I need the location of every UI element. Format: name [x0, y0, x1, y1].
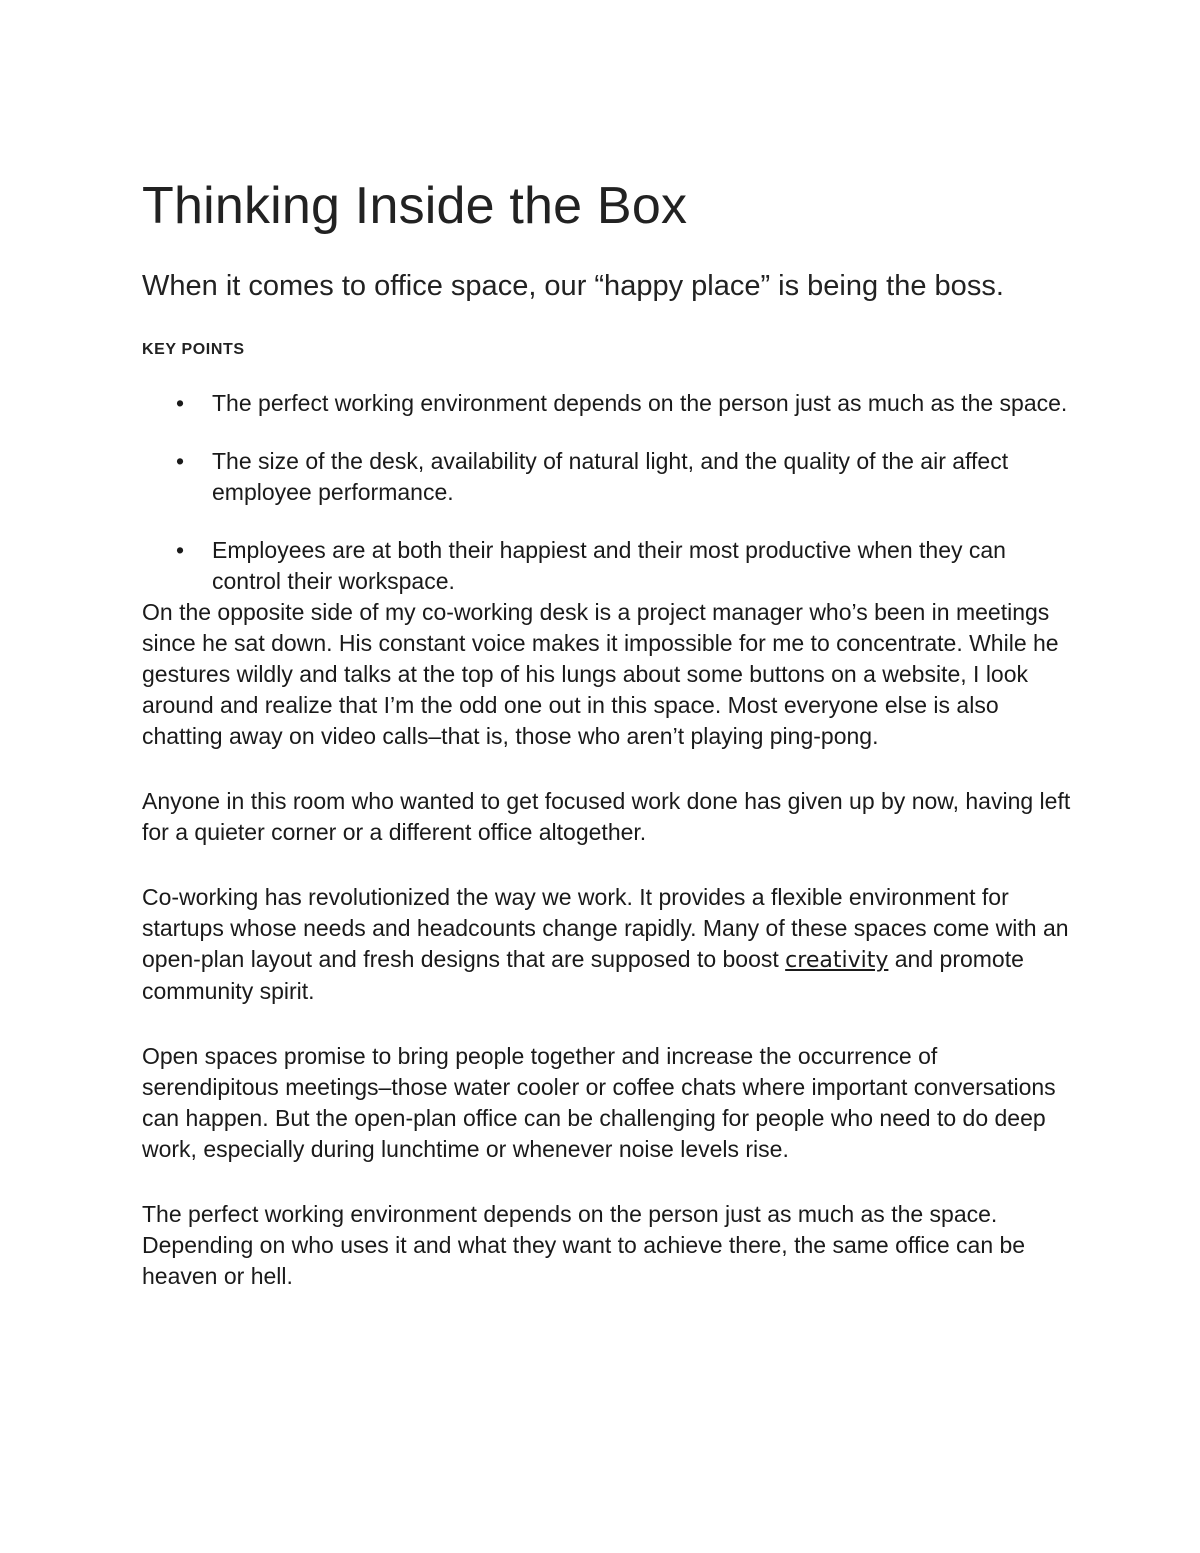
bullet-icon: •: [176, 390, 185, 416]
document-page: [142, 172, 1072, 1326]
body-paragraph-1: On the opposite side of my co-working desk is a project manager who’s been in meetings since he sat down. His constant voice makes it impossible for me to concentrate. While he gestures wildly and talks at the top of his lungs about some buttons on a website, I look around and realize that I’m the odd one out in this space. Most everyone else is also chatting away on video calls–that is, those who aren’t playing ping-pong.: [142, 599, 1059, 749]
creativity-link[interactable]: creativity: [785, 948, 889, 973]
key-points-list: [142, 388, 1072, 597]
body-paragraph-5: The perfect working environment depends on the person just as much as the space. Depending on who uses it and what they want to achieve there, the same office can be heaven or hell.: [142, 1201, 1026, 1289]
key-point-item: [142, 535, 1072, 597]
key-point-item: [142, 388, 1072, 419]
body-paragraph-4: Open spaces promise to bring people together and increase the occurrence of serendipitous meetings–those water cooler or coffee chats where important conversations can happen. But the open-plan office can be challenging for people who need to do deep work, especially during lunchtime or whenever noise levels rise.: [142, 1043, 1056, 1162]
bullet-icon: •: [176, 537, 185, 563]
key-point-text: Employees are at both their happiest and their most productive when they can control their workspace.: [212, 537, 1006, 594]
article-subtitle: When it comes to office space, our “happy place” is being the boss.: [142, 270, 1004, 302]
bullet-icon: •: [176, 448, 185, 474]
key-points-heading: KEY POINTS: [142, 341, 245, 358]
body-paragraph-2: Anyone in this room who wanted to get focused work done has given up by now, having left for a quieter corner or a different office altogether.: [142, 788, 1071, 845]
paragraph-text: and promote community spirit.: [142, 946, 1024, 1004]
key-point-text: The size of the desk, availability of natural light, and the quality of the air affect employee performance.: [212, 448, 1009, 505]
article-title: Thinking Inside the Box: [142, 177, 688, 235]
body-paragraph-3: [142, 882, 1072, 1007]
key-point-item: [142, 446, 1072, 508]
paragraph-text: Co-working has revolutionized the way we work. It provides a flexible environment for startups whose needs and headcounts change rapidly. Many of these spaces come with an open-plan layout and fresh designs that are supposed to boost: [142, 884, 1069, 972]
key-point-text: The perfect working environment depends on the person just as much as the space.: [212, 390, 1068, 416]
